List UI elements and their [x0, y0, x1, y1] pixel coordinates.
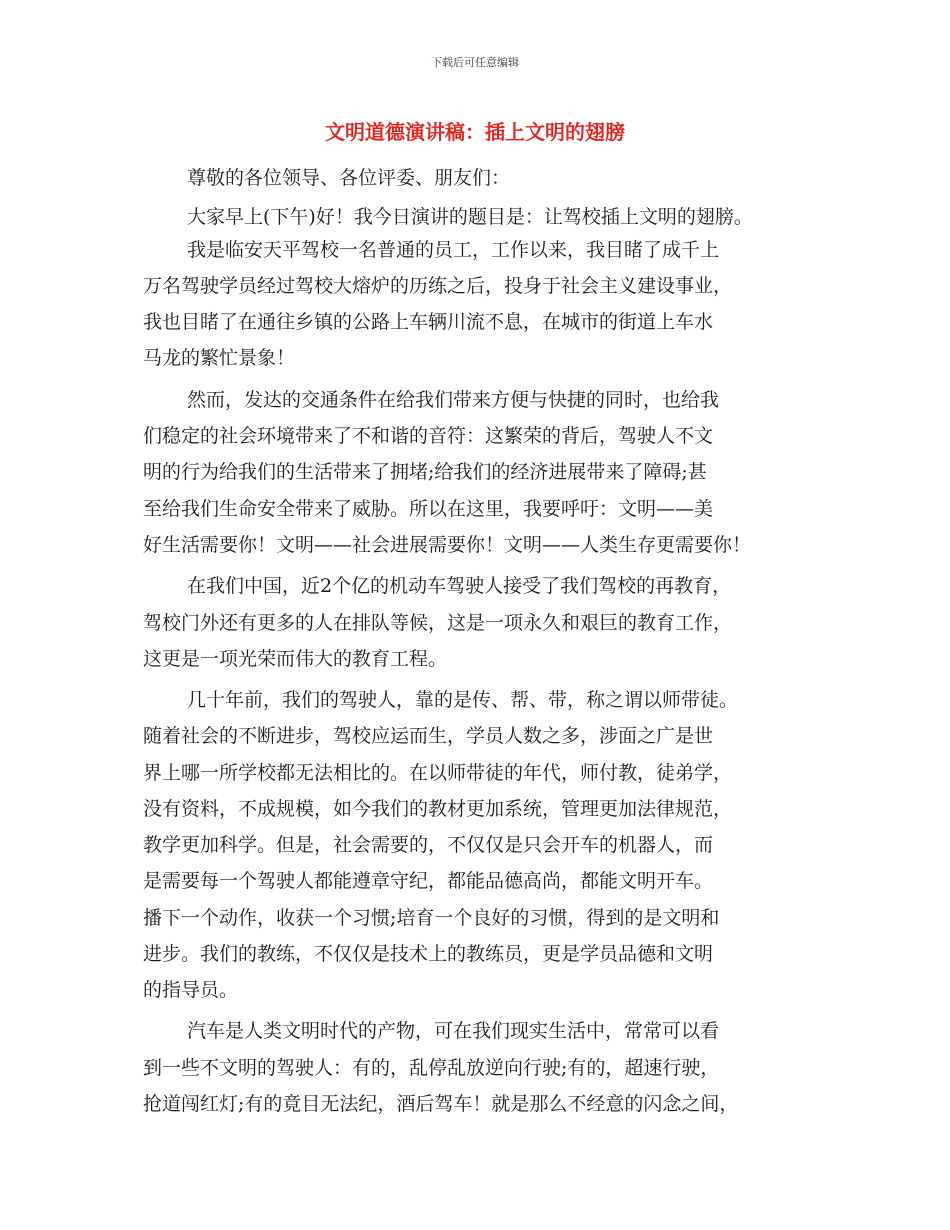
- text-line: 我是临安天平驾校一名普通的员工，工作以来，我目睹了成千上: [187, 239, 720, 261]
- text-line: 在我们中国，近2个亿的机动车驾驶人接受了我们驾校的再教育，: [187, 575, 732, 597]
- text-line: 汽车是人类文明时代的产物，可在我们现实生活中，常常可以看: [187, 1020, 720, 1042]
- text-line: 好生活需要你！文明——社会进展需要你！文明——人类生存更需要你！: [143, 534, 752, 556]
- text-line: 然而，发达的交通条件在给我们带来方便与快捷的同时，也给我: [187, 389, 720, 411]
- text-line: 随着社会的不断进步，驾校应运而生，学员人数之多，涉面之广是世: [143, 725, 714, 747]
- text-line: 们稳定的社会环境带来了不和谐的音符：这繁荣的背后，驾驶人不文: [143, 425, 714, 447]
- text-line: 我也目睹了在通往乡镇的公路上车辆川流不息，在城市的街道上车水: [143, 311, 714, 333]
- text-line: 尊敬的各位领导、各位评委、朋友们：: [187, 167, 511, 189]
- text-line: 驾校门外还有更多的人在排队等候，这是一项永久和艰巨的教育工作，: [143, 612, 733, 634]
- header-note: 下载后可任意编辑: [431, 56, 519, 69]
- text-line: 到一些不文明的驾驶人：有的，乱停乱放逆向行驶;有的，超速行驶，: [143, 1057, 720, 1079]
- text-line: 明的行为给我们的生活带来了拥堵;给我们的经济进展带来了障碍;甚: [143, 461, 707, 483]
- text-line: 进步。我们的教练，不仅仅是技术上的教练员，更是学员品德和文明: [143, 943, 714, 965]
- text-line: 是需要每一个驾驶人都能遵章守纪，都能品德高尚，都能文明开车。: [143, 870, 714, 892]
- text-line: 没有资料，不成规模，如今我们的教材更加系统，管理更加法律规范，: [143, 798, 733, 820]
- text-line: 大家早上(下午)好！我今日演讲的题目是：让驾校插上文明的翅膀。: [187, 206, 753, 228]
- text-line: 至给我们生命安全带来了威胁。所以在这里，我要呼吁：文明——美: [143, 498, 714, 520]
- text-line: 马龙的繁忙景象！: [143, 347, 296, 369]
- text-line: 界上哪一所学校都无法相比的。在以师带徒的年代，师付教，徒弟学，: [143, 762, 733, 784]
- text-line: 的指导员。: [143, 979, 239, 1001]
- document-title: 文明道德演讲稿：插上文明的翅膀: [325, 120, 625, 144]
- text-line: 几十年前，我们的驾驶人，靠的是传、帮、带，称之谓以师带徒。: [187, 689, 739, 711]
- text-line: 万名驾驶学员经过驾校大熔炉的历练之后，投身于社会主义建设事业，: [143, 275, 733, 297]
- text-line: 播下一个动作，收获一个习惯;培育一个良好的习惯，得到的是文明和: [143, 907, 720, 929]
- text-line: 这更是一项光荣而伟大的教育工程。: [143, 648, 448, 670]
- text-line: 教学更加科学。但是，社会需要的，不仅仅是只会开车的机器人，而: [143, 834, 714, 856]
- text-line: 抢道闯红灯;有的竟目无法纪，酒后驾车！就是那么不经意的闪念之间，: [143, 1093, 739, 1115]
